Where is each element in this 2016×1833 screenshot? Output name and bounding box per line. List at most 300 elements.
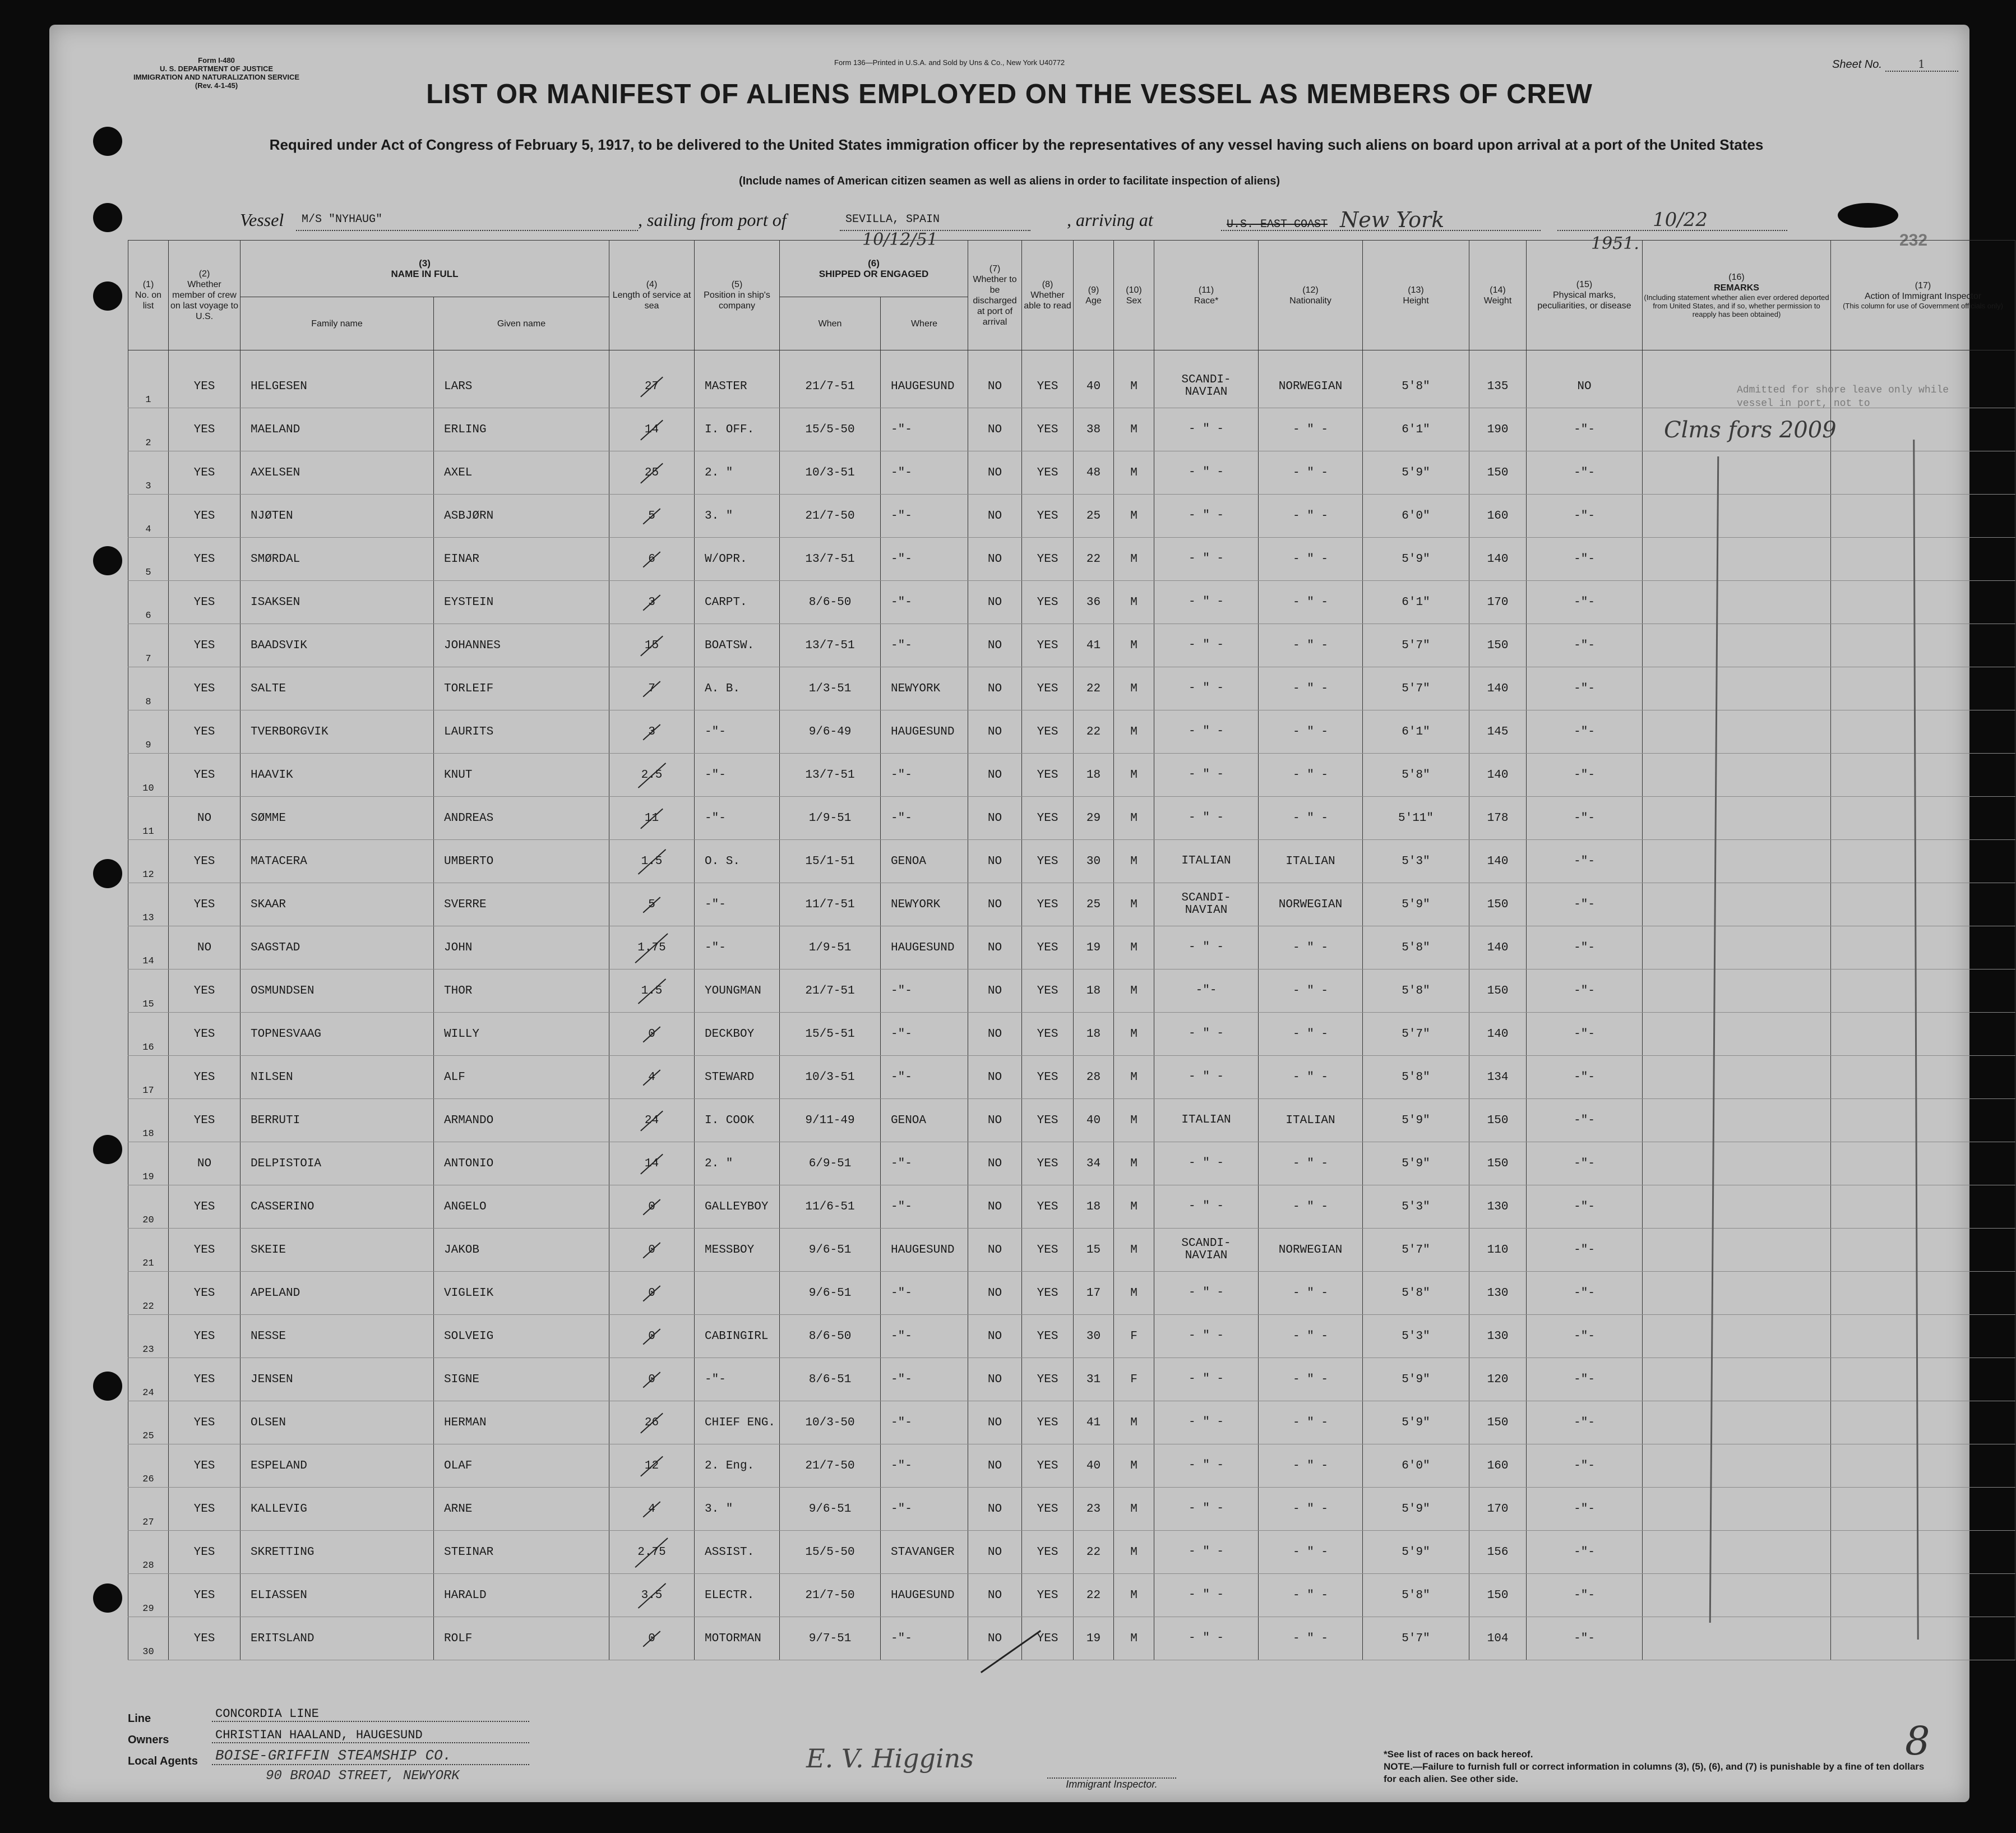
given-name-cell	[434, 1272, 609, 1315]
height-cell	[1363, 797, 1469, 840]
position-cell	[695, 667, 780, 710]
shipped-where-cell	[881, 1013, 968, 1056]
previous-voyage-cell	[169, 1488, 241, 1531]
form-revision: (Rev. 4-1-45)	[195, 81, 238, 90]
shipped-where: -"-	[891, 1373, 912, 1386]
nationality-cell	[1259, 667, 1363, 710]
physical-marks-cell	[1527, 840, 1643, 883]
shipped-when-cell	[780, 797, 881, 840]
service-years: 5	[648, 898, 655, 911]
able-to-read: YES	[1037, 1286, 1058, 1300]
height: 5'7"	[1402, 1243, 1430, 1257]
physical-marks-cell	[1527, 926, 1643, 969]
height: 5'9"	[1402, 1502, 1430, 1516]
service-years-cell	[609, 1185, 695, 1229]
height: 5'7"	[1402, 1632, 1430, 1645]
discharged: NO	[987, 466, 1002, 479]
table-row	[128, 1142, 2015, 1185]
previous-voyage: YES	[193, 984, 215, 998]
given-name: SVERRE	[444, 898, 487, 911]
remarks-cell	[1643, 710, 1831, 754]
previous-voyage-cell	[169, 1531, 241, 1574]
col-name: (3) NAME IN FULL	[241, 241, 609, 297]
shipped-where-cell	[881, 710, 968, 754]
inspector-cell	[1831, 1013, 2015, 1056]
nationality-cell	[1259, 797, 1363, 840]
given-name-cell	[434, 581, 609, 624]
sex-cell	[1114, 1142, 1154, 1185]
age-cell	[1074, 408, 1114, 451]
physical-marks: -"-	[1574, 1373, 1595, 1386]
able-to-read-cell	[1022, 1401, 1074, 1444]
remarks-cell	[1643, 1013, 1831, 1056]
given-name: UMBERTO	[444, 855, 494, 868]
remarks-cell	[1643, 581, 1831, 624]
weight: 140	[1487, 768, 1509, 782]
table-row	[128, 797, 2015, 840]
owners-label: Owners	[128, 1734, 169, 1746]
page-subtitle: Required under Act of Congress of February 5, 1917, to be delivered to the United States immigration officer by the representatives of any vessel having such aliens on board upon arrival at a port of the United States	[269, 136, 1764, 153]
row-number: 30	[142, 1647, 154, 1657]
age-cell	[1074, 1488, 1114, 1531]
table-row	[128, 365, 2015, 408]
race-cell	[1154, 710, 1259, 754]
sheet-number	[1832, 57, 1958, 72]
weight-cell	[1469, 451, 1527, 495]
weight-cell	[1469, 797, 1527, 840]
row-number-cell	[128, 624, 169, 667]
inspector-label: Immigrant Inspector.	[1047, 1777, 1176, 1790]
table-row	[128, 581, 2015, 624]
age-cell	[1074, 1444, 1114, 1488]
shipped-where-cell	[881, 1056, 968, 1099]
service-years: 0	[648, 1632, 655, 1645]
height: 5'9"	[1402, 466, 1430, 479]
discharged-cell	[968, 1056, 1022, 1099]
shipped-where: HAUGESUND	[891, 1589, 955, 1602]
table-row	[128, 1531, 2015, 1574]
race: - " -	[1189, 1286, 1224, 1299]
position-cell	[695, 624, 780, 667]
age: 30	[1086, 855, 1101, 868]
weight-cell	[1469, 1488, 1527, 1531]
position: BOATSW.	[705, 639, 755, 652]
discharged-cell	[968, 1315, 1022, 1358]
service-years-cell	[609, 1142, 695, 1185]
height: 5'3"	[1402, 1200, 1430, 1213]
family-name: JENSEN	[251, 1373, 293, 1386]
given-name-cell	[434, 1315, 609, 1358]
family-name: HAAVIK	[251, 768, 293, 782]
able-to-read-cell	[1022, 581, 1074, 624]
given-name: EINAR	[444, 552, 480, 566]
position-cell	[695, 1142, 780, 1185]
shipped-when: 10/3-51	[805, 466, 855, 479]
height-cell	[1363, 1099, 1469, 1142]
race-cell	[1154, 1617, 1259, 1660]
shipped-where: -"-	[891, 509, 912, 523]
able-to-read-cell	[1022, 1056, 1074, 1099]
sex-cell	[1114, 408, 1154, 451]
service-years-cell	[609, 1315, 695, 1358]
discharged: NO	[987, 1632, 1002, 1645]
ink-blot	[1838, 203, 1898, 228]
physical-marks-cell	[1527, 1229, 1643, 1272]
weight-cell	[1469, 1272, 1527, 1315]
family-name: SKEIE	[251, 1243, 286, 1257]
shipped-where-cell	[881, 1272, 968, 1315]
nationality: - " -	[1293, 682, 1329, 695]
physical-marks-cell	[1527, 1617, 1643, 1660]
height: 5'7"	[1402, 639, 1430, 652]
age-cell	[1074, 883, 1114, 926]
race-cell	[1154, 1056, 1259, 1099]
family-name: BAADSVIK	[251, 639, 307, 652]
inspector-cell	[1831, 624, 2015, 667]
sailing-label: , sailing from port of	[638, 210, 787, 230]
physical-marks-cell	[1527, 754, 1643, 797]
race-cell	[1154, 495, 1259, 538]
service-years-cell	[609, 1013, 695, 1056]
given-name: ASBJØRN	[444, 509, 494, 523]
table-row	[128, 1401, 2015, 1444]
discharged-cell	[968, 1531, 1022, 1574]
able-to-read: YES	[1037, 1027, 1058, 1041]
family-name-cell	[241, 1488, 434, 1531]
position: O. S.	[705, 855, 741, 868]
discharged: NO	[987, 725, 1002, 738]
height: 5'9"	[1402, 1157, 1430, 1170]
arrival-year: 1951.	[1591, 234, 1639, 253]
service-years-cell	[609, 1617, 695, 1660]
inspector-cell	[1831, 451, 2015, 495]
table-row	[128, 451, 2015, 495]
weight: 160	[1487, 509, 1509, 523]
nationality: - " -	[1293, 1070, 1329, 1084]
shipped-where: -"-	[891, 595, 912, 609]
col-marks: (15) Physical marks, peculiarities, or disease	[1527, 241, 1643, 350]
race: - " -	[1189, 509, 1224, 522]
age: 34	[1086, 1157, 1101, 1170]
age-cell	[1074, 581, 1114, 624]
weight-cell	[1469, 365, 1527, 408]
able-to-read: YES	[1037, 509, 1058, 523]
weight-cell	[1469, 1531, 1527, 1574]
row-number: 14	[142, 956, 154, 967]
col-previous-voyage: (2) Whether member of crew on last voyage to U.S.	[169, 241, 241, 350]
race-cell	[1154, 1401, 1259, 1444]
weight: 190	[1487, 423, 1509, 436]
shipped-when-cell	[780, 451, 881, 495]
age: 40	[1086, 1114, 1101, 1127]
physical-marks-cell	[1527, 1056, 1643, 1099]
page-title: LIST OR MANIFEST OF ALIENS EMPLOYED ON THE VESSEL AS MEMBERS OF CREW	[426, 79, 1593, 109]
family-name-cell	[241, 1142, 434, 1185]
family-name-cell	[241, 1229, 434, 1272]
race: - " -	[1189, 1589, 1224, 1601]
family-name-cell	[241, 1099, 434, 1142]
printer-line: Form 136—Printed in U.S.A. and Sold by Uns & Co., New York U40772	[834, 58, 1065, 67]
shipped-where: HAUGESUND	[891, 725, 955, 738]
remarks-cell	[1643, 1099, 1831, 1142]
row-number: 18	[142, 1129, 154, 1139]
given-name-cell	[434, 926, 609, 969]
family-name: ERITSLAND	[251, 1632, 315, 1645]
include-note: (Include names of American citizen seamen as well as aliens in order to facilitate inspection of aliens)	[738, 175, 1280, 187]
sailing-port-value: SEVILLA, SPAIN	[845, 213, 940, 226]
shipped-where: -"-	[891, 1416, 912, 1429]
age-cell	[1074, 1358, 1114, 1401]
shipped-when-cell	[780, 495, 881, 538]
physical-marks: -"-	[1574, 1459, 1595, 1472]
shipped-when: 1/9-51	[808, 941, 852, 954]
physical-marks-cell	[1527, 883, 1643, 926]
height-cell	[1363, 969, 1469, 1013]
discharged: NO	[987, 1157, 1002, 1170]
weight-cell	[1469, 883, 1527, 926]
inspector-cell	[1831, 797, 2015, 840]
family-name: DELPISTOIA	[251, 1157, 322, 1170]
service-years: 14	[644, 423, 659, 436]
family-name-cell	[241, 969, 434, 1013]
age: 30	[1086, 1329, 1101, 1343]
age-cell	[1074, 1617, 1114, 1660]
service-years-cell	[609, 1401, 695, 1444]
family-name-cell	[241, 581, 434, 624]
inspector-cell	[1831, 1315, 2015, 1358]
physical-marks-cell	[1527, 1185, 1643, 1229]
given-name-cell	[434, 1358, 609, 1401]
height-cell	[1363, 495, 1469, 538]
service-years: 2.75	[637, 1545, 666, 1559]
weight-cell	[1469, 926, 1527, 969]
nationality-cell	[1259, 1574, 1363, 1617]
weight-cell	[1469, 1185, 1527, 1229]
physical-marks: -"-	[1574, 1329, 1595, 1343]
col-shipped-when: When	[780, 297, 881, 350]
shipped-where-cell	[881, 1099, 968, 1142]
sex-cell	[1114, 754, 1154, 797]
physical-marks-cell	[1527, 1358, 1643, 1401]
previous-voyage-cell	[169, 1617, 241, 1660]
row-number-cell	[128, 581, 169, 624]
discharged-cell	[968, 581, 1022, 624]
age: 22	[1086, 552, 1101, 566]
race-cell	[1154, 1272, 1259, 1315]
position: ELECTR.	[705, 1589, 755, 1602]
shipped-where-cell	[881, 451, 968, 495]
remarks-cell	[1643, 883, 1831, 926]
previous-voyage-cell	[169, 1099, 241, 1142]
discharged-cell	[968, 1574, 1022, 1617]
discharged: NO	[987, 768, 1002, 782]
physical-marks-cell	[1527, 1315, 1643, 1358]
header-spacer-row	[128, 350, 2015, 366]
discharged: NO	[987, 898, 1002, 911]
height-cell	[1363, 1056, 1469, 1099]
physical-marks: -"-	[1574, 639, 1595, 652]
able-to-read: YES	[1037, 1157, 1058, 1170]
able-to-read-cell	[1022, 1531, 1074, 1574]
position-cell	[695, 1315, 780, 1358]
sex-cell	[1114, 1229, 1154, 1272]
nationality-cell	[1259, 495, 1363, 538]
sex-cell	[1114, 495, 1154, 538]
table-row	[128, 1099, 2015, 1142]
age-cell	[1074, 969, 1114, 1013]
sex: M	[1130, 1200, 1138, 1213]
row-number-cell	[128, 1574, 169, 1617]
row-number-cell	[128, 1272, 169, 1315]
position: -"-	[705, 725, 726, 738]
given-name-cell	[434, 1142, 609, 1185]
arrival-port-printed: U.S. EAST COAST	[1227, 218, 1328, 231]
age: 28	[1086, 1070, 1101, 1084]
discharged-cell	[968, 667, 1022, 710]
given-name: SOLVEIG	[444, 1329, 494, 1343]
discharged-cell	[968, 1488, 1022, 1531]
column-number-row	[128, 241, 2015, 297]
weight: 130	[1487, 1286, 1509, 1300]
able-to-read-cell	[1022, 1444, 1074, 1488]
discharged-cell	[968, 840, 1022, 883]
nationality-cell	[1259, 1315, 1363, 1358]
shipped-when-cell	[780, 1315, 881, 1358]
family-name-cell	[241, 408, 434, 451]
height: 6'0"	[1402, 1459, 1430, 1472]
table-row	[128, 1444, 2015, 1488]
age: 41	[1086, 639, 1101, 652]
height: 5'9"	[1402, 1114, 1430, 1127]
height-cell	[1363, 1315, 1469, 1358]
remarks-cell	[1643, 1056, 1831, 1099]
race-cell	[1154, 408, 1259, 451]
row-number-cell	[128, 451, 169, 495]
race-cell	[1154, 1099, 1259, 1142]
remarks-cell	[1643, 1142, 1831, 1185]
shipped-when: 21/7-50	[805, 1459, 855, 1472]
weight: 156	[1487, 1545, 1509, 1559]
col-remarks: (16) REMARKS (Including statement whether alien ever ordered deported from United States, and if so, whether permission to reapply has been obtained)	[1643, 241, 1831, 350]
service-years-cell	[609, 1488, 695, 1531]
able-to-read: YES	[1037, 639, 1058, 652]
age-cell	[1074, 495, 1114, 538]
physical-marks-cell	[1527, 1574, 1643, 1617]
race-cell	[1154, 624, 1259, 667]
agents-address: 90 BROAD STREET, NEWYORK	[266, 1769, 460, 1784]
weight: 140	[1487, 941, 1509, 954]
shipped-where: STAVANGER	[891, 1545, 955, 1559]
previous-voyage: YES	[193, 1545, 215, 1559]
row-number-cell	[128, 408, 169, 451]
weight: 150	[1487, 466, 1509, 479]
weight-cell	[1469, 754, 1527, 797]
shipped-where: GENOA	[891, 1114, 927, 1127]
discharged-cell	[968, 495, 1022, 538]
races-note: *See list of races on back hereof.	[1384, 1749, 1533, 1760]
weight-cell	[1469, 581, 1527, 624]
race-cell	[1154, 538, 1259, 581]
shipped-when: 21/7-50	[805, 1589, 855, 1602]
previous-voyage: YES	[193, 1114, 215, 1127]
discharged: NO	[987, 1373, 1002, 1386]
shipped-when: 10/3-51	[805, 1070, 855, 1084]
shipped-where-cell	[881, 1444, 968, 1488]
nationality: - " -	[1293, 552, 1329, 566]
nationality: - " -	[1293, 423, 1329, 436]
weight: 150	[1487, 639, 1509, 652]
position: DECKBOY	[705, 1027, 755, 1041]
age: 22	[1086, 725, 1101, 738]
height: 5'3"	[1402, 855, 1430, 868]
remarks-cell	[1643, 495, 1831, 538]
sex-cell	[1114, 1056, 1154, 1099]
remarks-cell	[1643, 667, 1831, 710]
row-number: 12	[142, 870, 154, 880]
race: - " -	[1189, 1545, 1224, 1558]
given-name: ANTONIO	[444, 1157, 494, 1170]
able-to-read-cell	[1022, 926, 1074, 969]
given-name-cell	[434, 451, 609, 495]
punch-hole	[93, 546, 122, 575]
service-years-cell	[609, 840, 695, 883]
weight-cell	[1469, 1358, 1527, 1401]
shipped-when-cell	[780, 1229, 881, 1272]
sex: M	[1130, 1416, 1138, 1429]
punch-hole	[93, 281, 122, 311]
previous-voyage: YES	[193, 423, 215, 436]
physical-marks: -"-	[1574, 466, 1595, 479]
previous-voyage-cell	[169, 797, 241, 840]
corner-mark: 8	[1905, 1718, 1930, 1764]
nationality-cell	[1259, 1056, 1363, 1099]
family-name: SKRETTING	[251, 1545, 315, 1559]
shipped-where: -"-	[891, 984, 912, 998]
previous-voyage: YES	[193, 1459, 215, 1472]
race-cell	[1154, 969, 1259, 1013]
height-cell	[1363, 1142, 1469, 1185]
weight-cell	[1469, 1013, 1527, 1056]
discharged-cell	[968, 1142, 1022, 1185]
inspector-cell	[1831, 1056, 2015, 1099]
sex: M	[1130, 1114, 1138, 1127]
service-years-cell	[609, 1099, 695, 1142]
given-name: THOR	[444, 984, 473, 998]
height: 5'9"	[1402, 1416, 1430, 1429]
shipped-where: -"-	[891, 552, 912, 566]
position: -"-	[705, 811, 726, 825]
family-name: APELAND	[251, 1286, 300, 1300]
weight-cell	[1469, 1229, 1527, 1272]
table-row	[128, 1185, 2015, 1229]
previous-voyage: YES	[193, 1329, 215, 1343]
row-number: 24	[142, 1388, 154, 1398]
family-name-cell	[241, 495, 434, 538]
given-name-cell	[434, 797, 609, 840]
weight: 130	[1487, 1200, 1509, 1213]
row-number-cell	[128, 797, 169, 840]
height: 6'1"	[1402, 423, 1430, 436]
height-cell	[1363, 538, 1469, 581]
service-years: 6	[648, 552, 655, 566]
shipped-where-cell	[881, 1142, 968, 1185]
discharged: NO	[987, 811, 1002, 825]
nationality-cell	[1259, 1013, 1363, 1056]
row-number: 11	[142, 827, 154, 837]
previous-voyage-cell	[169, 1574, 241, 1617]
position: 3. "	[705, 1502, 733, 1516]
physical-marks: -"-	[1574, 1243, 1595, 1257]
